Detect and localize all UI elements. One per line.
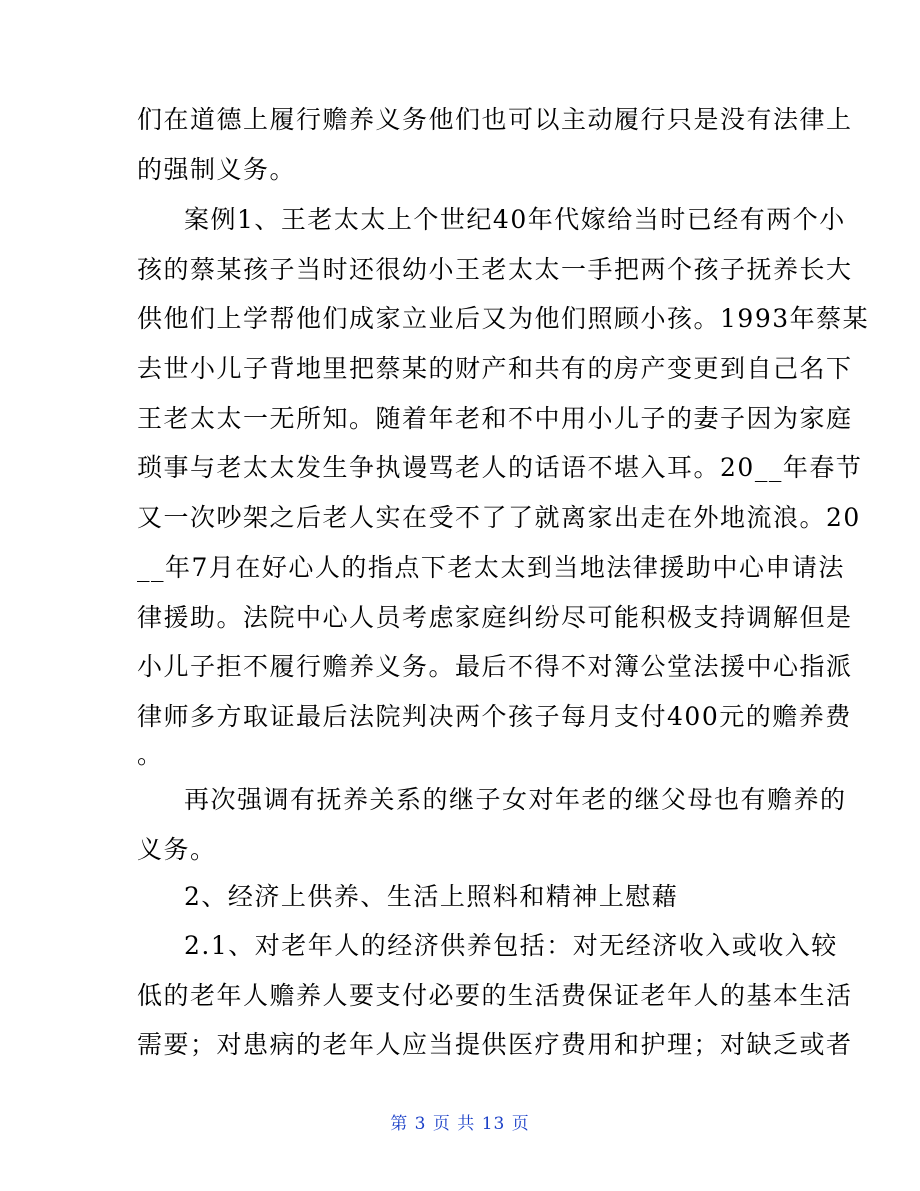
text-line-14: 。 <box>137 740 164 769</box>
text-line-6: 去世小儿子背地里把蔡某的财产和共有的房产变更到自己名下 <box>137 354 853 383</box>
text-line-16: 义务。 <box>137 835 217 864</box>
text-line-15: 再次强调有抚养关系的继子女对年老的继父母也有赡养的 <box>184 785 847 814</box>
text-line-7: 王老太太一无所知。随着年老和不中用小儿子的妻子因为家庭 <box>137 404 853 433</box>
text-line-9: 又一次吵架之后老人实在受不了了就离家出走在外地流浪。20 <box>137 503 861 532</box>
text-line-4: 孩的蔡某孩子当时还很幼小王老太太一手把两个孩子抚养长大 <box>137 255 853 284</box>
text-line-20: 需要；对患病的老年人应当提供医疗费用和护理；对缺乏或者 <box>137 1030 853 1059</box>
text-line-11: 律援助。法院中心人员考虑家庭纠纷尽可能积极支持调解但是 <box>137 603 853 632</box>
text-line-19: 低的老年人赡养人要支付必要的生活费保证老年人的基本生活 <box>137 981 853 1010</box>
text-line-2: 的强制义务。 <box>137 155 297 184</box>
text-line-17: 2、经济上供养、生活上照料和精神上慰藉 <box>184 882 679 911</box>
text-line-1: 们在道德上履行赡养义务他们也可以主动履行只是没有法律上 <box>137 105 853 134</box>
text-line-18: 2.1、对老年人的经济供养包括：对无经济收入或收入较 <box>184 931 838 960</box>
text-line-13: 律师多方取证最后法院判决两个孩子每月支付400元的赡养费 <box>137 702 852 731</box>
text-line-3: 案例1、王老太太上个世纪40年代嫁给当时已经有两个小 <box>184 205 846 234</box>
text-line-10: __年7月在好心人的指点下老太太到当地法律援助中心申请法 <box>137 553 845 582</box>
text-line-12: 小儿子拒不履行赡养义务。最后不得不对簿公堂法援中心指派 <box>137 652 853 681</box>
text-line-5: 供他们上学帮他们成家立业后又为他们照顾小孩。1993年蔡某 <box>137 304 870 333</box>
page-number-footer: 第 3 页 共 13 页 <box>390 1114 530 1134</box>
text-line-8: 琐事与老太太发生争执谩骂老人的话语不堪入耳。20__年春节 <box>137 453 863 482</box>
